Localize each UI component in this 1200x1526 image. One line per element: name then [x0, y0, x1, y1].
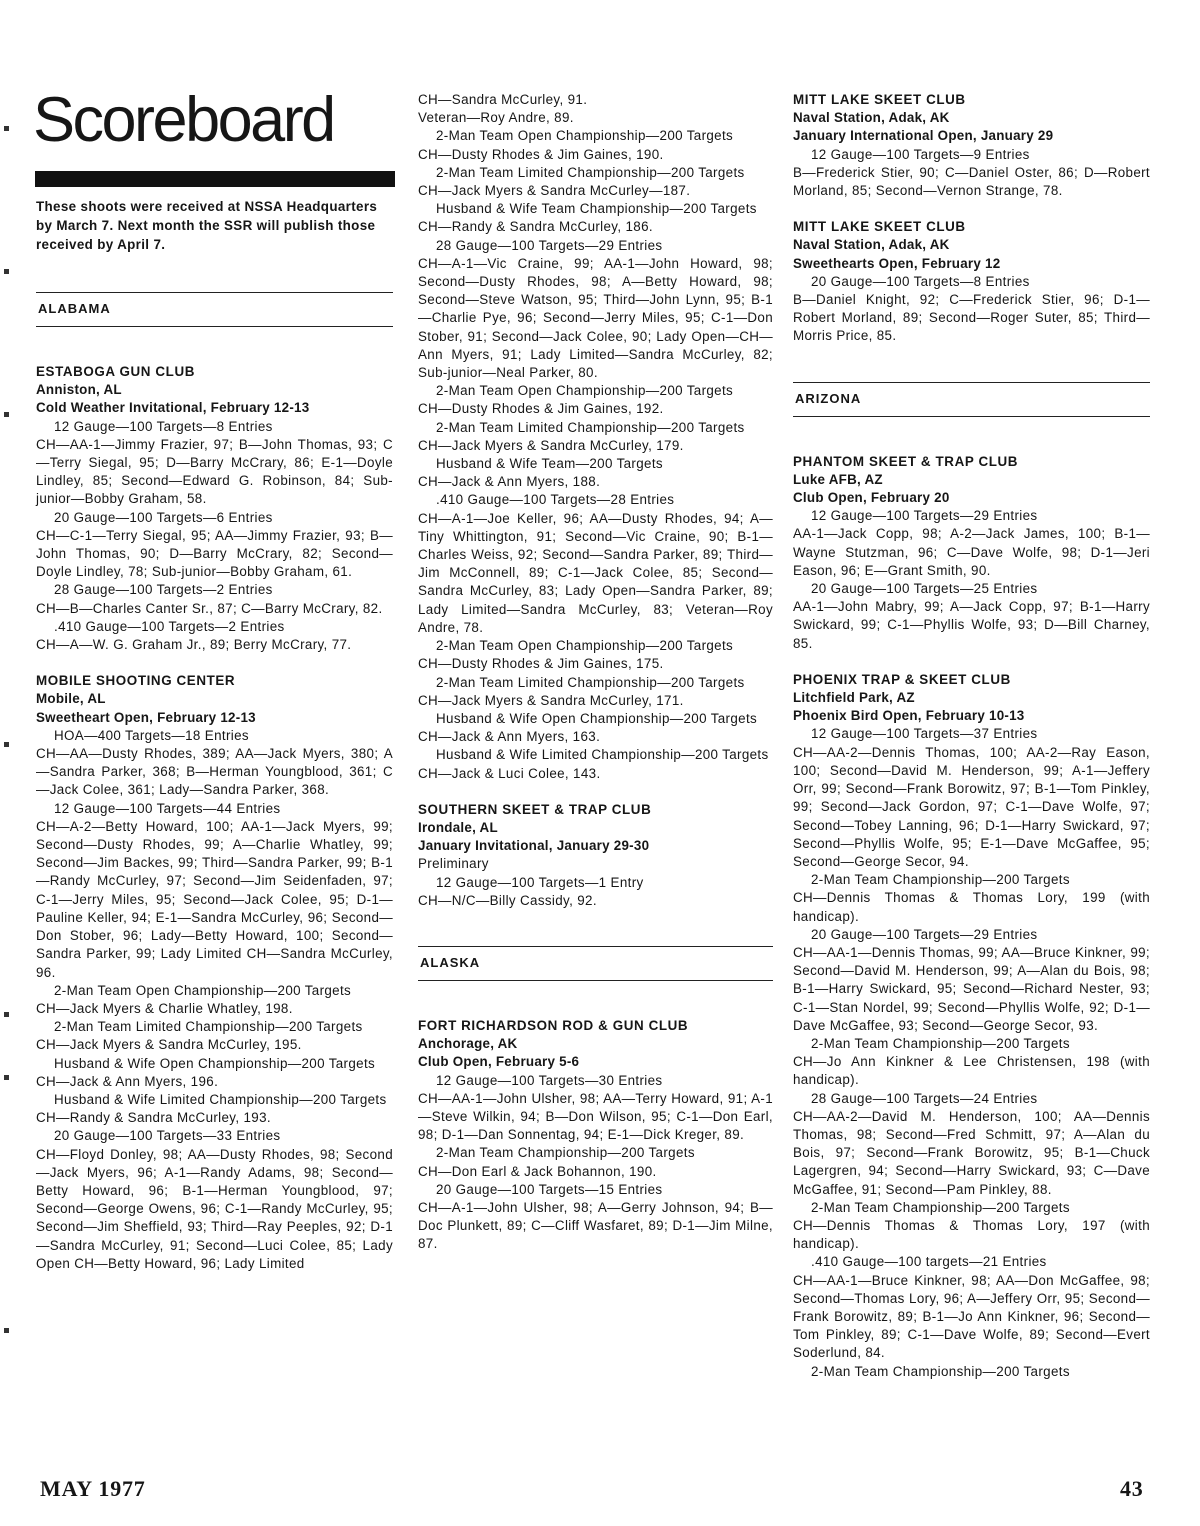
- results-text: CH—Jack & Ann Myers, 163.: [418, 729, 601, 745]
- event-category: Husband & Wife Open Championship—200 Targets: [54, 1055, 376, 1071]
- event-category: .410 Gauge—100 Targets—2 Entries: [54, 618, 285, 634]
- results-text: CH—B—Charles Canter Sr., 87; C—Barry McCrary, 82.: [36, 600, 383, 616]
- results-text: CH—Dennis Thomas & Thomas Lory, 197 (with handicap).: [793, 1217, 1150, 1252]
- margin-mark: [4, 1075, 9, 1080]
- event-category: 2-Man Team Open Championship—200 Targets: [436, 638, 734, 654]
- results-text: CH—A-1—Joe Keller, 96; AA—Dusty Rhodes, 94; A—Tiny Whittington, 91; Second—Vic Craine, 90; B-1—Charles Weiss, 92; Second—Sandra Parker, 89; Third—Jim McConnell, 89; C-1—Jack Colee, 85; Second—Sandra McCurley, 83; Lady Open—Sandra Parker, 89; Lady Limited—Sandra McCurley, 83; Veteran—Roy Andre, 78.: [418, 510, 773, 635]
- state-heading: ALABAMA: [36, 292, 393, 327]
- results-text: B—Daniel Knight, 92; C—Frederick Stier, 96; D-1—Robert Morland, 89; Second—Roger Suter, 85; Third—Morris Price, 85.: [793, 292, 1150, 344]
- event-category: Husband & Wife Team Championship—200 Targets: [436, 201, 757, 217]
- spacer: [793, 653, 1150, 671]
- issue-date: MAY 1977: [40, 1476, 146, 1501]
- spacer: [36, 654, 393, 672]
- results-text: Preliminary: [418, 856, 489, 872]
- spacer: [793, 346, 1150, 382]
- results-text: CH—A-1—John Ulsher, 98; A—Gerry Johnson, 94; B—Doc Plunkett, 89; C—Cliff Wasfaret, 89; D-1—Jim Milne, 87.: [418, 1199, 773, 1252]
- event-category: Husband & Wife Limited Championship—200 Targets: [54, 1091, 387, 1107]
- column-1: [36, 292, 393, 1273]
- club-name: PHANTOM SKEET & TRAP CLUB: [793, 453, 1019, 469]
- event-category: 2-Man Team Championship—200 Targets: [811, 1035, 1070, 1051]
- club-name: ESTABOGA GUN CLUB: [36, 364, 195, 379]
- event-info: Mobile, AL: [36, 691, 106, 707]
- page-title: Scoreboard: [33, 85, 334, 155]
- results-text: CH—Randy & Sandra McCurley, 193.: [36, 1110, 271, 1126]
- results-text: CH—A—W. G. Graham Jr., 89; Berry McCrary, 77.: [36, 637, 352, 653]
- club-name: MITT LAKE SKEET CLUB: [793, 92, 966, 107]
- event-info: Sweetheart Open, February 12-13: [36, 709, 256, 725]
- event-info: Phoenix Bird Open, February 10-13: [793, 708, 1025, 724]
- event-category: 2-Man Team Championship—200 Targets: [811, 1363, 1070, 1379]
- club-name: PHOENIX TRAP & SKEET CLUB: [793, 671, 1011, 687]
- event-info: Anchorage, AK: [418, 1036, 518, 1052]
- margin-mark: [4, 412, 9, 417]
- results-text: CH—AA-1—Bruce Kinkner, 98; AA—Don McGaffee, 98; Second—Thomas Lory, 96; A—Jeffery Orr, 95; Second—Frank Borowitz, 89; B-1—Jo Ann Kinkner, 96; Second—Tom Pinkley, 89; C-1—Dave Wolfe, 89; Second—Evert Soderlund, 84.: [793, 1272, 1150, 1361]
- event-category: HOA—400 Targets—18 Entries: [54, 727, 249, 743]
- page-number: 43: [1120, 1476, 1144, 1501]
- event-category: 12 Gauge—100 Targets—1 Entry: [436, 874, 644, 890]
- column-2: [418, 91, 773, 1254]
- event-category: 28 Gauge—100 Targets—2 Entries: [54, 582, 273, 598]
- margin-mark: [4, 742, 9, 747]
- results-text: CH—AA-2—David M. Henderson, 100; AA—Dennis Thomas, 98; Second—Fred Schmitt, 97; A—Alan du Bois, 97; Second—Frank Borowitz, 95; B-1—Chuck Lagergren, 94; Second—Harry Swickard, 93; C—Dave McGaffee, 91; Second—Pam Pinkley, 88.: [793, 1108, 1150, 1197]
- results-text: Veteran—Roy Andre, 89.: [418, 110, 574, 126]
- event-category: Husband & Wife Open Championship—200 Targets: [436, 710, 758, 726]
- event-info: Naval Station, Adak, AK: [793, 110, 950, 126]
- spacer: [418, 910, 773, 946]
- event-info: Club Open, February 20: [793, 490, 950, 506]
- results-text: CH—Jack Myers & Sandra McCurley, 179.: [418, 437, 684, 453]
- results-text: CH—Jack & Luci Colee, 143.: [418, 765, 601, 781]
- event-category: 2-Man Team Open Championship—200 Targets: [436, 128, 734, 144]
- event-category: 12 Gauge—100 Targets—8 Entries: [54, 418, 273, 434]
- intro-text: These shoots were received at NSSA Headquarters by March 7. Next month the SSR will publish those received by April 7.: [36, 199, 378, 252]
- results-text: CH—Jack Myers & Charlie Whatley, 198.: [36, 1000, 293, 1016]
- event-category: 2-Man Team Championship—200 Targets: [811, 1199, 1070, 1215]
- results-text: CH—Dennis Thomas & Thomas Lory, 199 (with handicap).: [793, 890, 1150, 924]
- club-name: SOUTHERN SKEET & TRAP CLUB: [418, 801, 652, 817]
- title-rule: [35, 171, 395, 187]
- event-info: Litchfield Park, AZ: [793, 690, 915, 706]
- results-text: CH—Jack Myers & Sandra McCurley, 195.: [36, 1037, 302, 1053]
- event-category: 2-Man Team Championship—200 Targets: [811, 872, 1070, 888]
- results-text: CH—Randy & Sandra McCurley, 186.: [418, 219, 653, 235]
- event-info: Cold Weather Invitational, February 12-13: [36, 400, 310, 416]
- event-category: Husband & Wife Limited Championship—200 Targets: [436, 747, 769, 763]
- results-text: CH—Dusty Rhodes & Jim Gaines, 190.: [418, 146, 664, 162]
- event-category: 12 Gauge—100 Targets—37 Entries: [811, 726, 1038, 742]
- club-name: MITT LAKE SKEET CLUB: [793, 219, 966, 235]
- event-category: Husband & Wife Team—200 Targets: [436, 456, 663, 472]
- state-heading: ALASKA: [418, 946, 773, 981]
- club-name: FORT RICHARDSON ROD & GUN CLUB: [418, 1017, 689, 1033]
- event-info: Sweethearts Open, February 12: [793, 255, 1001, 271]
- results-text: CH—AA-1—Dennis Thomas, 99; AA—Bruce Kinkner, 99; Second—David M. Henderson, 99; A—Alan du Bois, 98; B-1—Harry Swickard, 95; Second—Richard Nester, 93; C-1—Stan Nordel, 99; Second—Phyllis Wolfe, 92; D-1—Dave McGaffee, 93; Second—George Secor, 93.: [793, 944, 1150, 1033]
- results-text: CH—C-1—Terry Siegal, 95; AA—Jimmy Frazier, 93; B—John Thomas, 90; D—Barry McCrary, 82; Second—Doyle Lindley, 78; Sub-junior—Bobby Graham, 61.: [36, 527, 393, 580]
- results-text: CH—Dusty Rhodes & Jim Gaines, 175.: [418, 656, 664, 672]
- results-text: CH—A-2—Betty Howard, 100; AA-1—Jack Myers, 99; Second—Dusty Rhodes, 99; A—Charlie Whatley, 99; Second—Jim Backes, 99; Third—Sandra Parker, 99; B-1—Randy McCurley, 97; Second—Jim Seidenfaden, 97; C-1—Jerry Miles, 95; Second—Jack Colee, 95; D-1—Pauline Keller, 94; E-1—Sandra McCurley, 96; Second—Don Stober, 96; Lady—Betty Howard, 100; Second—Sandra Parker, 99; Lady Limited CH—Sandra McCurley, 96.: [36, 818, 393, 980]
- spacer: [418, 981, 773, 1017]
- event-category: 20 Gauge—100 Targets—33 Entries: [54, 1128, 281, 1144]
- event-category: 2-Man Team Limited Championship—200 Targets: [436, 164, 745, 180]
- event-category: 20 Gauge—100 Targets—25 Entries: [811, 581, 1038, 597]
- event-info: Anniston, AL: [36, 382, 122, 398]
- results-text: CH—AA-2—Dennis Thomas, 100; AA-2—Ray Eason, 100; Second—David M. Henderson, 99; A-1—Jeffery Orr, 99; Second—Frank Borowitz, 97; B-1—Tom Pinkley, 99; Second—Jack Gordon, 97; C-1—Dave Wolfe, 97; Second—Tobey Lanning, 96; D-1—Harry Swickard, 97; Second—Phyllis Wolfe, 95; E-1—Dave McGaffee, 95; Second—George Secor, 94.: [793, 744, 1150, 869]
- event-category: 2-Man Team Open Championship—200 Targets: [54, 982, 352, 998]
- results-text: CH—AA-1—John Ulsher, 98; AA—Terry Howard, 91; A-1—Steve Wilkin, 94; B—Don Wilson, 95; C-1—Don Earl, 98; D-1—Dan Sonnentag, 94; E-1—Dick Kreger, 89.: [418, 1090, 773, 1143]
- results-text: CH—Jack Myers & Sandra McCurley—187.: [418, 183, 691, 199]
- event-category: 28 Gauge—100 Targets—29 Entries: [436, 237, 663, 253]
- event-category: 20 Gauge—100 Targets—15 Entries: [436, 1181, 663, 1197]
- event-info: Naval Station, Adak, AK: [793, 237, 950, 253]
- results-text: CH—N/C—Billy Cassidy, 92.: [418, 892, 597, 908]
- event-info: January International Open, January 29: [793, 128, 1054, 144]
- event-category: 12 Gauge—100 Targets—29 Entries: [811, 508, 1038, 524]
- spacer: [793, 200, 1150, 218]
- margin-mark: [4, 269, 9, 274]
- margin-mark: [4, 126, 9, 131]
- results-text: CH—Jo Ann Kinkner & Lee Christensen, 198 (with handicap).: [793, 1054, 1150, 1088]
- results-text: CH—A-1—Vic Craine, 99; AA-1—John Howard, 98; Second—Dusty Rhodes, 98; A—Betty Howard, 98; Second—Steve Watson, 95; Third—John Lynn, 95; B-1—Charlie Pye, 96; Second—Jerry Miles, 95; C-1—Don Stober, 91; Second—Jack Colee, 90; Lady Open—CH—Ann Myers, 91; Lady Limited—Sandra McCurley, 82; Sub-junior—Neal Parker, 80.: [418, 255, 773, 381]
- event-category: 20 Gauge—100 Targets—29 Entries: [811, 926, 1038, 942]
- spacer: [418, 783, 773, 801]
- event-category: .410 Gauge—100 Targets—28 Entries: [436, 492, 675, 508]
- results-text: CH—Don Earl & Jack Bohannon, 190.: [418, 1163, 657, 1179]
- results-text: CH—AA—Dusty Rhodes, 389; AA—Jack Myers, 380; A—Sandra Parker, 368; B—Herman Youngblood, 361; C—Jack Colee, 361; Lady—Sandra Parker, 368.: [36, 746, 393, 798]
- event-category: 2-Man Team Championship—200 Targets: [436, 1145, 695, 1161]
- event-category: 12 Gauge—100 Targets—9 Entries: [811, 146, 1030, 162]
- event-category: 28 Gauge—100 Targets—24 Entries: [811, 1090, 1038, 1106]
- column-3: [793, 91, 1150, 1381]
- event-info: Luke AFB, AZ: [793, 471, 883, 487]
- event-info: January Invitational, January 29-30: [418, 838, 650, 854]
- event-category: 2-Man Team Open Championship—200 Targets: [436, 383, 734, 399]
- event-category: 20 Gauge—100 Targets—6 Entries: [54, 509, 273, 525]
- event-info: Irondale, AL: [418, 819, 498, 835]
- results-text: CH—Floyd Donley, 98; AA—Dusty Rhodes, 98; Second—Jack Myers, 96; A-1—Randy Adams, 98; Second—Betty Howard, 96; B-1—Herman Youngblood, 97; Second—George Owens, 96; C-1—Randy McCurley, 95; Second—Jim Sheffield, 93; Third—Ray Peeples, 92; D-1—Sandra McCurley, 91; Second—Luci Colee, 85; Lady Open CH—Betty Howard, 96; Lady Limited: [36, 1146, 393, 1271]
- results-text: CH—AA-1—Jimmy Frazier, 97; B—John Thomas, 93; C—Terry Siegal, 95; D—Barry McCrary, 86; E-1—Doyle Lindley, 85; Second—Edward G. Robinson, 84; Sub-junior—Bobby Graham, 58.: [36, 436, 393, 507]
- results-text: CH—Jack & Ann Myers, 196.: [36, 1073, 219, 1089]
- results-text: CH—Sandra McCurley, 91.: [418, 92, 588, 107]
- spacer: [793, 417, 1150, 453]
- event-category: 20 Gauge—100 Targets—8 Entries: [811, 273, 1030, 289]
- margin-mark: [4, 1012, 9, 1017]
- state-heading: ARIZONA: [793, 382, 1150, 417]
- event-category: 12 Gauge—100 Targets—44 Entries: [54, 800, 281, 816]
- results-text: AA-1—John Mabry, 99; A—Jack Copp, 97; B-1—Harry Swickard, 99; C-1—Phyllis Wolfe, 93; D—Bill Charney, 85.: [793, 599, 1150, 651]
- event-info: Club Open, February 5-6: [418, 1054, 580, 1070]
- event-category: 12 Gauge—100 Targets—30 Entries: [436, 1072, 663, 1088]
- results-text: AA-1—Jack Copp, 98; A-2—Jack James, 100; B-1—Wayne Stutzman, 96; C—Dave Wolfe, 98; D-1—Jeri Eason, 96; E—Grant Smith, 90.: [793, 526, 1150, 578]
- event-category: 2-Man Team Limited Championship—200 Targets: [436, 674, 745, 690]
- margin-mark: [4, 1328, 9, 1333]
- results-text: B—Frederick Stier, 90; C—Daniel Oster, 86; D—Robert Morland, 85; Second—Vernon Strange, 78.: [793, 164, 1150, 199]
- results-text: CH—Jack Myers & Sandra McCurley, 171.: [418, 692, 684, 708]
- club-name: MOBILE SHOOTING CENTER: [36, 673, 236, 689]
- spacer: [36, 327, 393, 363]
- results-text: CH—Jack & Ann Myers, 188.: [418, 474, 601, 490]
- event-category: 2-Man Team Limited Championship—200 Targets: [54, 1019, 363, 1035]
- results-text: CH—Dusty Rhodes & Jim Gaines, 192.: [418, 401, 664, 417]
- event-category: 2-Man Team Limited Championship—200 Targets: [436, 419, 745, 435]
- event-category: .410 Gauge—100 targets—21 Entries: [811, 1254, 1047, 1270]
